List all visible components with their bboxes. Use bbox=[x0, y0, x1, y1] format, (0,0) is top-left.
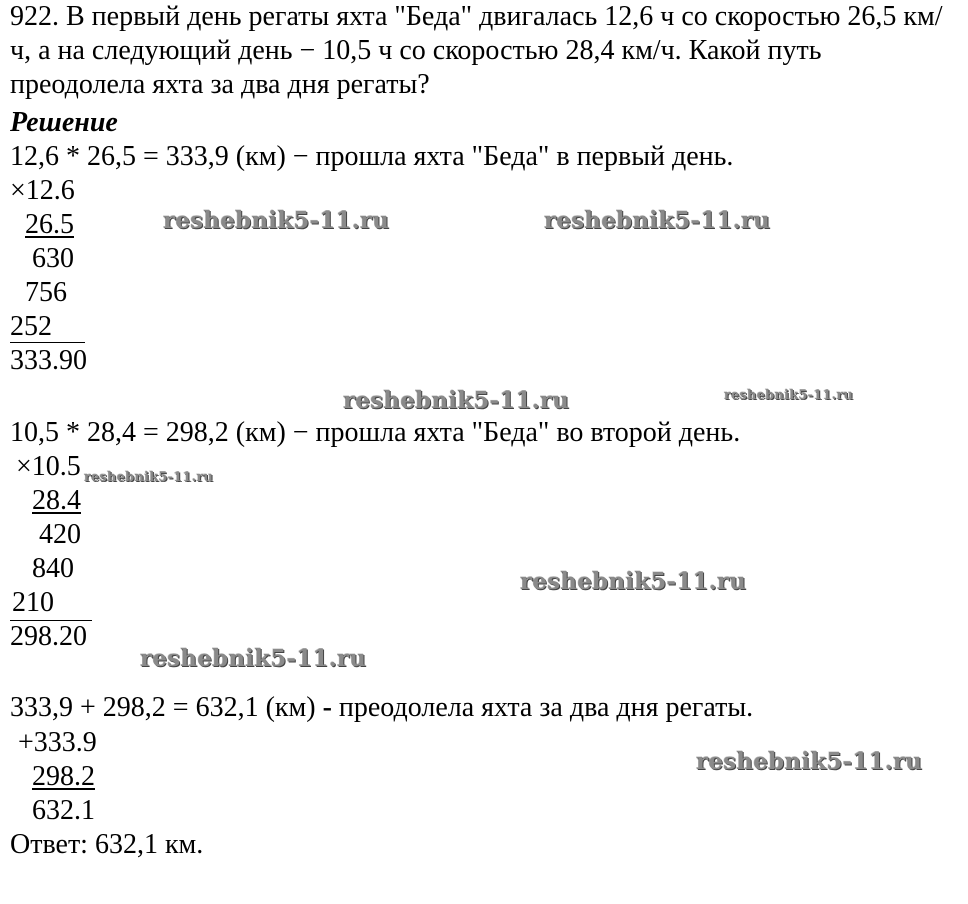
step3-addend-1: +333.9 bbox=[18, 727, 97, 758]
step1-multiplicand: ×12.6 bbox=[10, 175, 75, 206]
watermark: reshebnik5-11.ru bbox=[724, 388, 854, 403]
answer-text: Ответ: 632,1 км. bbox=[10, 829, 204, 860]
step2-partial-2: 840 bbox=[32, 553, 74, 584]
step2-partial-3: 210 bbox=[12, 587, 54, 618]
watermark: reshebnik5-11.ru bbox=[520, 568, 747, 595]
watermark: reshebnik5-11.ru bbox=[696, 748, 923, 775]
step1-multiplier: 26.5 bbox=[25, 209, 74, 240]
watermark: reshebnik5-11.ru bbox=[544, 207, 771, 234]
step1-equation: 12,6 * 26,5 = 333,9 (км) − прошла яхта "Беда" в первый день. bbox=[10, 141, 734, 172]
step2-multiplicand: ×10.5 bbox=[16, 451, 81, 482]
step1-partial-2: 756 bbox=[25, 277, 67, 308]
watermark: reshebnik5-11.ru bbox=[140, 645, 367, 672]
watermark: reshebnik5-11.ru bbox=[343, 387, 570, 414]
step2-partial-1: 420 bbox=[39, 519, 81, 550]
step2-result: 298.20 bbox=[10, 621, 87, 652]
watermark: reshebnik5-11.ru bbox=[163, 207, 390, 234]
step3-equation: 333,9 + 298,2 = 632,1 (км) - преодолела яхта за два дня регаты. bbox=[10, 692, 754, 723]
solution-heading: Решение bbox=[10, 107, 118, 138]
step2-equation: 10,5 * 28,4 = 298,2 (км) − прошла яхта "Беда" во второй день. bbox=[10, 417, 741, 448]
step2-multiplier: 28.4 bbox=[32, 485, 81, 516]
step1-result: 333.90 bbox=[10, 345, 87, 376]
step1-partial-1: 630 bbox=[32, 243, 74, 274]
step3-addend-2: 298.2 bbox=[32, 761, 95, 792]
step1-sum-line bbox=[10, 342, 85, 343]
problem-text: 922. В первый день регаты яхта "Беда" двигалась 12,6 ч со скоростью 26,5 км/ч, а на следующий день − 10,5 ч со скоростью 28,4 км/ч. Какой путь преодолела яхта за два дня регаты? bbox=[10, 1, 943, 100]
watermark: reshebnik5-11.ru bbox=[84, 470, 214, 485]
step1-partial-3: 252 bbox=[10, 311, 52, 342]
step3-sum: 632.1 bbox=[32, 795, 95, 826]
